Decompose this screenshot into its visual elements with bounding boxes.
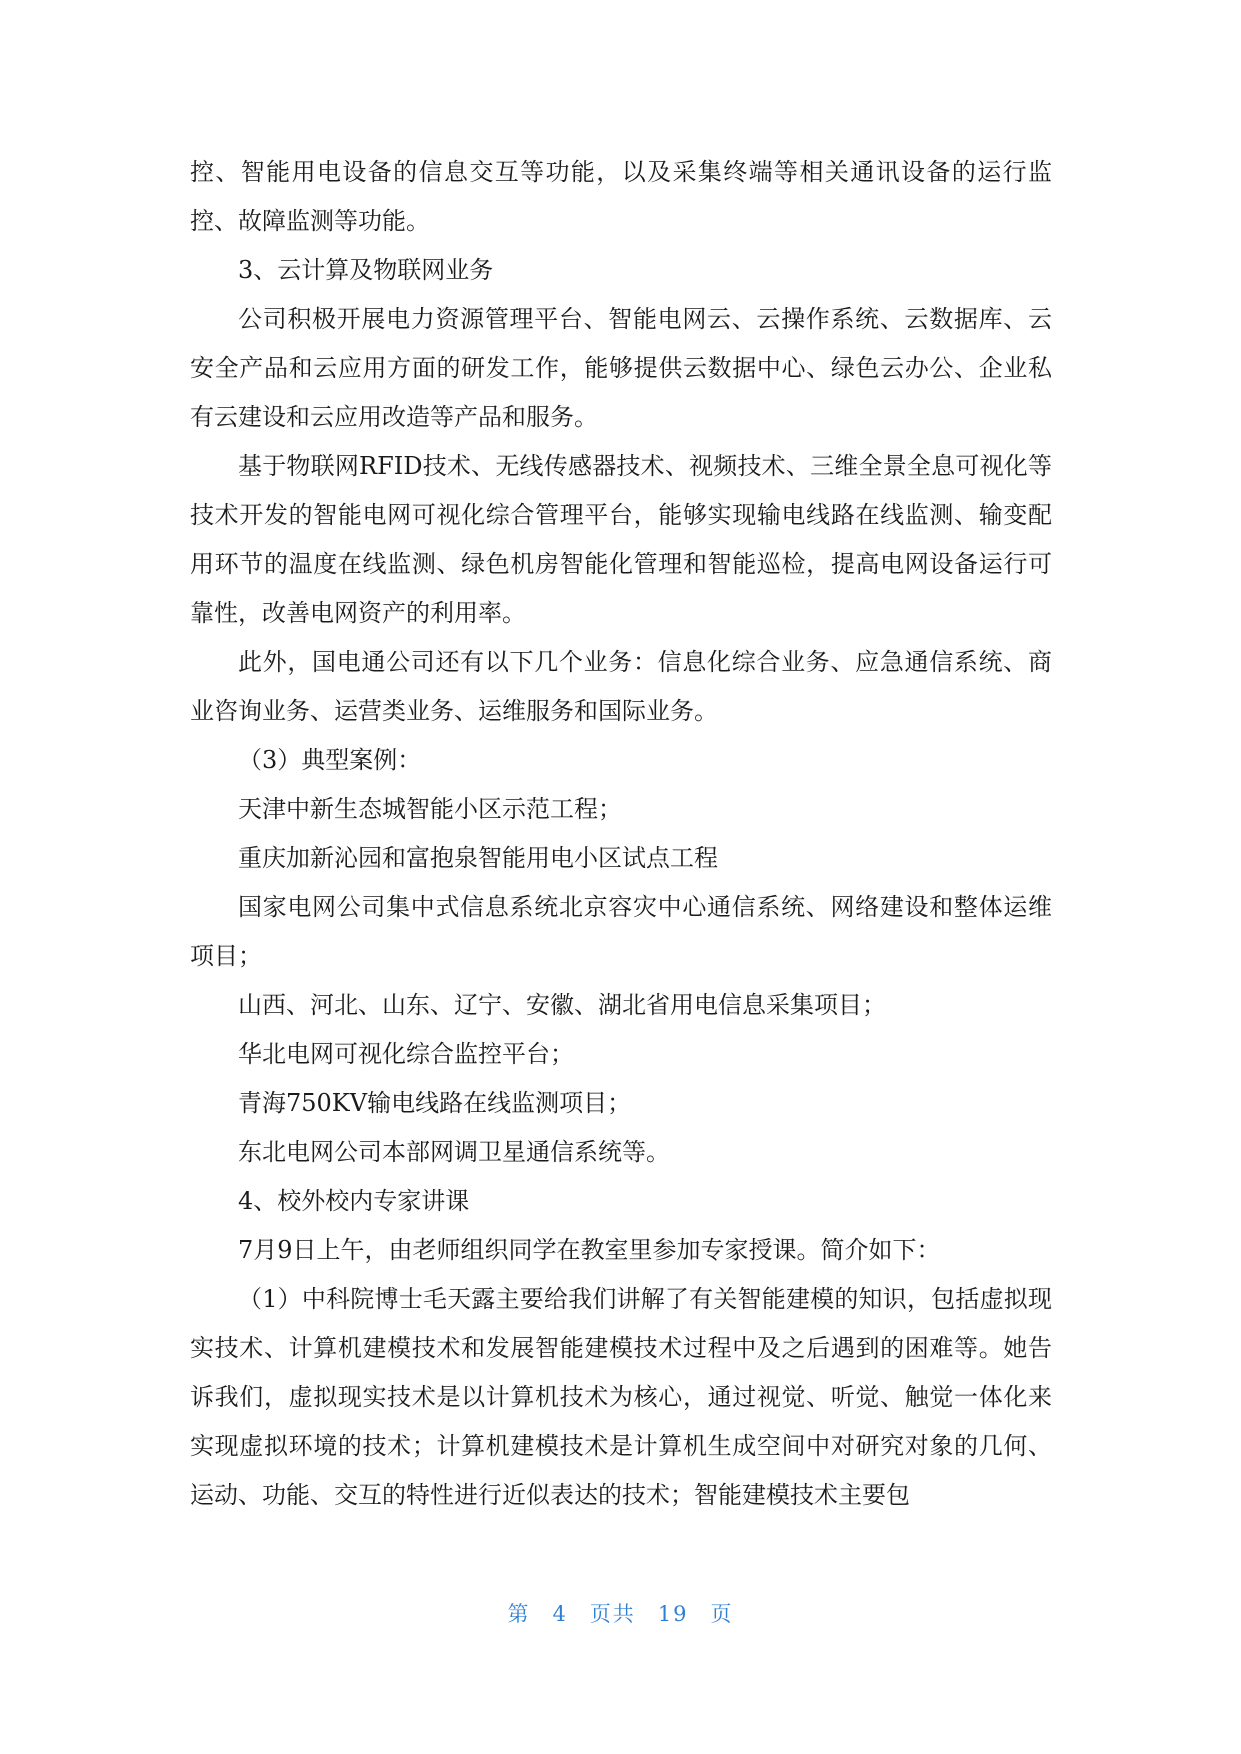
paragraph: 此外，国电通公司还有以下几个业务：信息化综合业务、应急通信系统、商业咨询业务、运营类业务、运维服务和国际业务。 [190, 648, 1052, 725]
list-item: 天津中新生态城智能小区示范工程； [238, 795, 622, 823]
page-body [190, 148, 1052, 1520]
page-number-footer [0, 1598, 1241, 1628]
list-item: 华北电网可视化综合监控平台； [238, 1040, 574, 1068]
footer-current-page: 4 [552, 1602, 568, 1626]
paragraph: 公司积极开展电力资源管理平台、智能电网云、云操作系统、云数据库、云安全产品和云应用方面的研发工作，能够提供云数据中心、绿色云办公、企业私有云建设和云应用改造等产品和服务。 [190, 305, 1052, 431]
paragraph: 控、智能用电设备的信息交互等功能，以及采集终端等相关通讯设备的运行监控、故障监测等功能。 [190, 158, 1052, 235]
paragraph: （1）中科院博士毛天露主要给我们讲解了有关智能建模的知识，包括虚拟现实技术、计算机建模技术和发展智能建模技术过程中及之后遇到的困难等。她告诉我们，虚拟现实技术是以计算机技术为核心，通过视觉、听觉、触觉一体化来实现虚拟环境的技术；计算机建模技术是计算机生成空间中对研究对象的几何、运动、功能、交互的特性进行近似表达的技术；智能建模技术主要包 [190, 1285, 1052, 1509]
footer-middle: 页共 [589, 1602, 636, 1626]
subsection-heading: （3）典型案例： [238, 746, 422, 774]
section-heading: 4、校外校内专家讲课 [238, 1187, 470, 1215]
list-item: 重庆加新沁园和富抱泉智能用电小区试点工程 [238, 844, 718, 872]
section-heading: 3、云计算及物联网业务 [238, 256, 494, 284]
list-item: 山西、河北、山东、辽宁、安徽、湖北省用电信息采集项目； [238, 991, 886, 1019]
footer-suffix: 页 [710, 1602, 734, 1626]
list-item: 青海750KV输电线路在线监测项目； [238, 1089, 632, 1117]
footer-prefix: 第 [507, 1602, 531, 1626]
footer-total-pages: 19 [657, 1602, 689, 1626]
paragraph: 基于物联网RFID技术、无线传感器技术、视频技术、三维全景全息可视化等技术开发的智能电网可视化综合管理平台，能够实现输电线路在线监测、输变配用环节的温度在线监测、绿色机房智能化管理和智能巡检，提高电网设备运行可靠性，改善电网资产的利用率。 [190, 452, 1052, 627]
list-item: 国家电网公司集中式信息系统北京容灾中心通信系统、网络建设和整体运维项目； [190, 893, 1052, 970]
list-item: 东北电网公司本部网调卫星通信系统等。 [238, 1138, 670, 1166]
paragraph: 7月9日上午，由老师组织同学在教室里参加专家授课。简介如下： [238, 1236, 941, 1264]
